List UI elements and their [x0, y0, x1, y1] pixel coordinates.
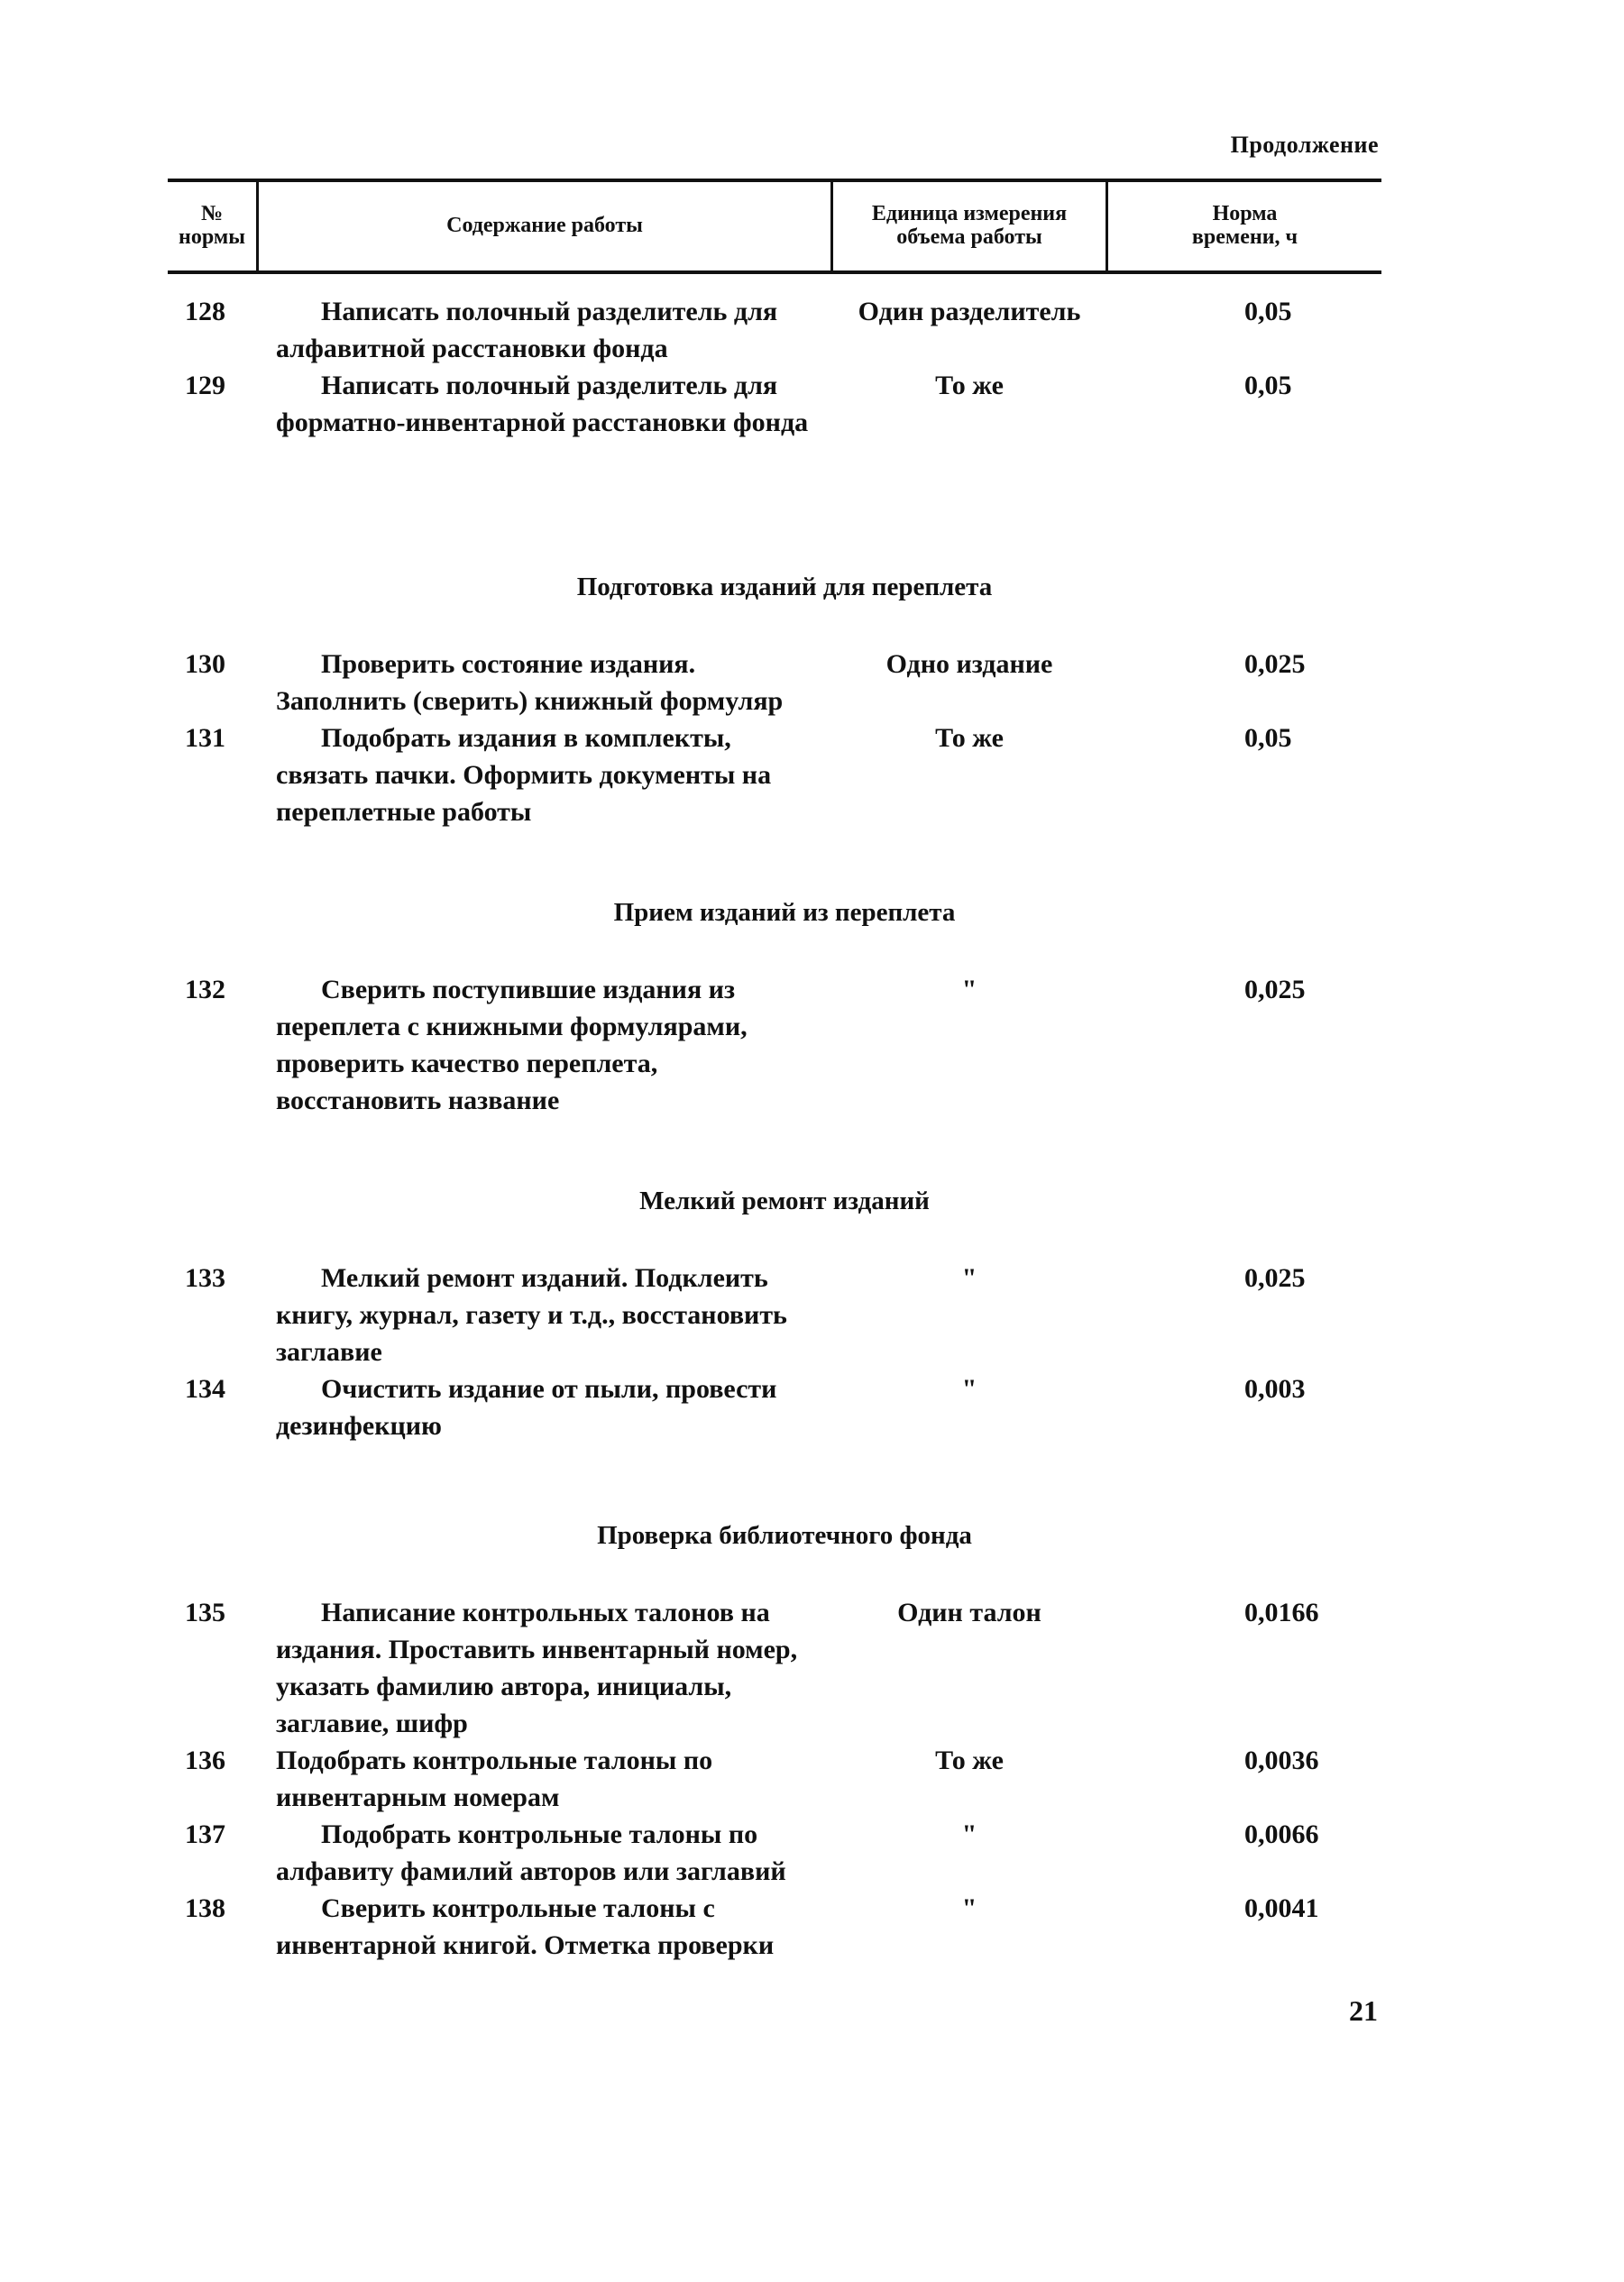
- norm-number: 130: [185, 649, 225, 679]
- work-unit: ": [961, 1263, 977, 1293]
- section-title-fund-check: Проверка библиотечного фонда: [597, 1521, 972, 1550]
- time-norm: 0,025: [1244, 649, 1306, 679]
- work-unit: ": [961, 1819, 977, 1849]
- time-norm: 0,0166: [1244, 1598, 1319, 1627]
- work-description: Подобрать контрольные талоны по инвентарным номерам: [276, 1746, 713, 1812]
- table-body: [0, 293, 1624, 1964]
- work-description: Очистить издание от пыли, провести дезинфекцию: [276, 1374, 777, 1441]
- work-description: Написание контрольных талонов на издания. Проставить инвентарный номер, указать фамилию автора, инициалы, заглавие, шифр: [276, 1598, 798, 1738]
- time-norm: 0,05: [1244, 371, 1292, 400]
- work-unit: То же: [935, 723, 1004, 753]
- norm-number: 134: [185, 1374, 225, 1404]
- time-norm: 0,05: [1244, 297, 1292, 326]
- table-header-rule: [168, 270, 1381, 274]
- table-row: [0, 1742, 1624, 1816]
- table-row: [0, 719, 1624, 830]
- norm-number: 135: [185, 1598, 225, 1627]
- table-row: [0, 1370, 1624, 1444]
- norm-number: 133: [185, 1263, 225, 1293]
- table-row: [0, 367, 1624, 478]
- norm-number: 128: [185, 297, 225, 326]
- work-description: Сверить поступившие издания из переплета с книжными формулярами, проверить качество переплета, восстановить название: [276, 975, 748, 1115]
- table-row: [0, 1816, 1624, 1890]
- work-description: Написать полочный разделитель для алфавитной расстановки фонда: [276, 297, 778, 363]
- header-time-norm: Норма времени, ч: [1191, 202, 1298, 249]
- norm-number: 129: [185, 371, 225, 400]
- time-norm: 0,05: [1244, 723, 1292, 753]
- table-row: [0, 293, 1624, 367]
- time-norm: 0,0066: [1244, 1819, 1319, 1849]
- norm-number: 138: [185, 1893, 225, 1923]
- work-description: Проверить состояние издания. Заполнить (сверить) книжный формуляр: [276, 649, 784, 716]
- page-number: 21: [1349, 1994, 1378, 2027]
- work-unit: ": [961, 1374, 977, 1404]
- time-norm: 0,0036: [1244, 1746, 1319, 1775]
- work-unit: ": [961, 1893, 977, 1923]
- section-title-binding-receipt: Прием изданий из переплета: [613, 898, 956, 927]
- section-title-minor-repair: Мелкий ремонт изданий: [639, 1187, 930, 1215]
- time-norm: 0,025: [1244, 1263, 1306, 1293]
- header-unit: Единица измерения объема работы: [871, 202, 1068, 249]
- continuation-label: Продолжение: [1230, 132, 1379, 158]
- header-work-content: Содержание работы: [446, 214, 643, 237]
- work-unit: Одно издание: [885, 649, 1053, 679]
- work-description: Написать полочный разделитель для форматно-инвентарной расстановки фонда: [276, 371, 809, 437]
- section-title-binding-prep: Подготовка изданий для переплета: [576, 573, 993, 601]
- norm-number: 137: [185, 1819, 225, 1849]
- header-norm-number: № нормы: [179, 202, 245, 249]
- norm-number: 131: [185, 723, 225, 753]
- table-row: [0, 1594, 1624, 1742]
- work-description: Подобрать издания в комплекты, связать пачки. Оформить документы на переплетные работы: [276, 723, 772, 827]
- work-description: Подобрать контрольные талоны по алфавиту фамилий авторов или заглавий: [276, 1819, 786, 1886]
- work-unit: ": [961, 975, 977, 1004]
- table-row: [0, 971, 1624, 1119]
- work-unit: Один талон: [897, 1598, 1041, 1627]
- table-row: [0, 1260, 1624, 1370]
- work-unit: То же: [935, 371, 1004, 400]
- work-description: Сверить контрольные талоны с инвентарной книгой. Отметка проверки: [276, 1893, 775, 1960]
- time-norm: 0,025: [1244, 975, 1306, 1004]
- work-unit: Один разделитель: [858, 297, 1081, 326]
- table-row: [0, 1890, 1624, 1964]
- table-row: [0, 646, 1624, 719]
- time-norm: 0,003: [1244, 1374, 1306, 1404]
- work-unit: То же: [935, 1746, 1004, 1775]
- norm-number: 136: [185, 1746, 225, 1775]
- norm-number: 132: [185, 975, 225, 1004]
- work-description: Мелкий ремонт изданий. Подклеить книгу, журнал, газету и т.д., восстановить заглавие: [276, 1263, 787, 1367]
- time-norm: 0,0041: [1244, 1893, 1319, 1923]
